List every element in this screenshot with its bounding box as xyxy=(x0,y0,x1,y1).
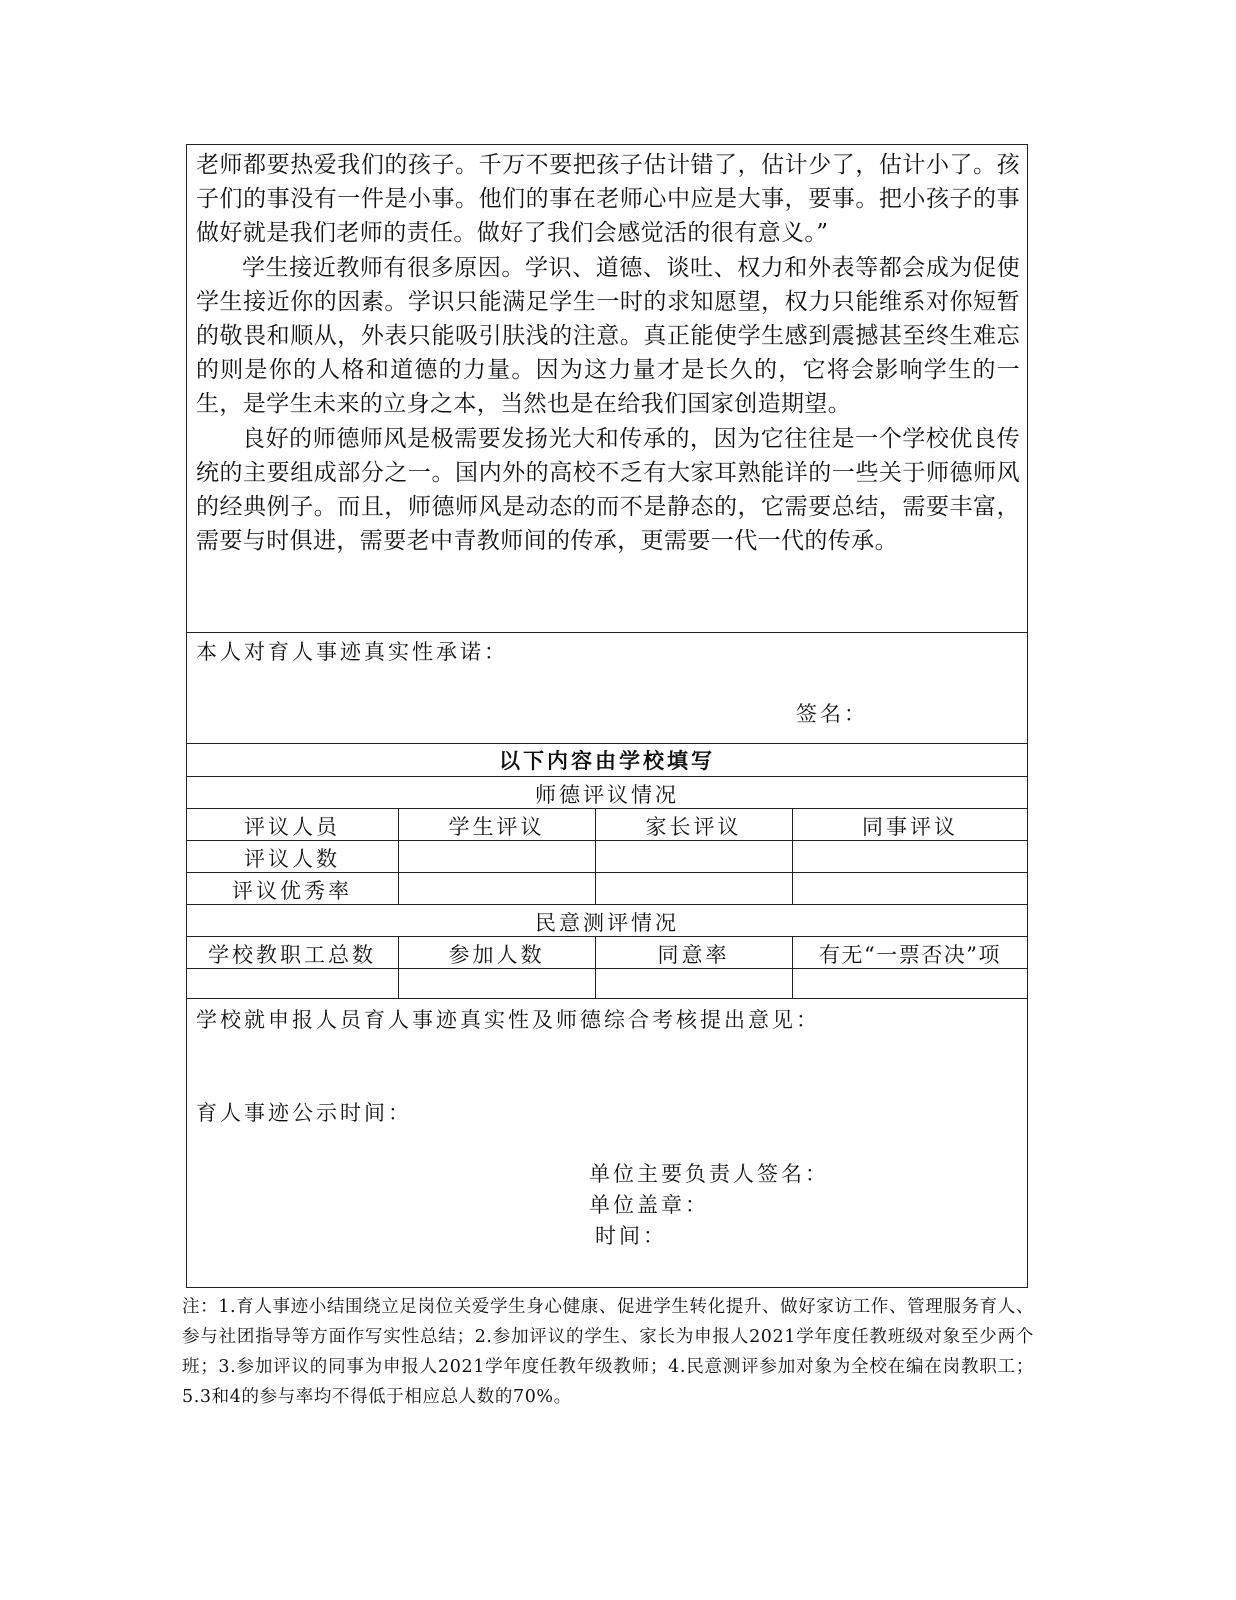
divider-school-opinion xyxy=(186,998,1028,999)
commitment-label: 本人对育人事迹真实性承诺： xyxy=(196,640,508,664)
divider-commitment xyxy=(186,632,1028,633)
divider-school-header xyxy=(186,743,1028,744)
ethics-row-label-rate: 评议优秀率 xyxy=(232,879,352,903)
opinion-col-header-approval-rate: 同意率 xyxy=(657,943,730,967)
public-opinion-title: 民意测评情况 xyxy=(535,911,679,935)
narrative-section xyxy=(196,148,1020,558)
ethics-col-header-reviewer: 评议人员 xyxy=(244,815,340,839)
ethics-review-title: 师德评议情况 xyxy=(535,783,679,807)
school-opinion-label: 学校就申报人员育人事迹真实性及师德综合考核提出意见： xyxy=(196,1008,820,1032)
publicity-time-label: 育人事迹公示时间： xyxy=(196,1101,412,1125)
leader-signature-label: 单位主要负责人签名： xyxy=(589,1162,829,1186)
divider-ethics-title xyxy=(186,776,1028,777)
footnote: 注：1.育人事迹小结围绕立足岗位关爱学生身心健康、促进学生转化提升、做好家访工作、管理服务育人、参与社团指导等方面作写实性总结；2.参加评议的学生、家长为申报人2021学年度任教班级对象至少两个班；3.参加评议的同事为申报人2021学年度任教年级教师；4.民意测评参加对象为全校在编在岗教职工；5.3和4的参与率均不得低于相应总人数的70%。 xyxy=(182,1297,1034,1407)
signature-label: 签名： xyxy=(796,702,868,726)
ethics-col-header-colleague: 同事评议 xyxy=(862,815,958,839)
narrative-paragraph-2: 学生接近教师有很多原因。学识、道德、谈吐、权力和外表等都会成为促使学生接近你的因素。学识只能满足学生一时的求知愿望，权力只能维系对你短暂的敬畏和顺从，外表只能吸引肤浅的注意。真正能使学生感到震撼甚至终生难忘的则是你的人格和道德的力量。因为这力量才是长久的，它将会影响学生的一生，是学生未来的立身之本，当然也是在给我们国家创造期望。 xyxy=(196,254,1020,418)
ethics-col-header-parent: 家长评议 xyxy=(645,815,742,839)
unit-seal-label: 单位盖章： xyxy=(589,1193,709,1217)
opinion-col-header-total-staff: 学校教职工总数 xyxy=(208,943,376,967)
school-section-header: 以下内容由学校填写 xyxy=(499,748,715,773)
ethics-col-header-student: 学生评议 xyxy=(448,815,545,839)
ethics-row-label-count: 评议人数 xyxy=(244,847,340,871)
date-label: 时间： xyxy=(595,1224,667,1248)
narrative-paragraph-1: 老师都要热爱我们的孩子。千万不要把孩子估计错了，估计少了，估计小了。孩子们的事没有一件是小事。他们的事在老师心中应是大事，要事。把小孩子的事做好就是我们老师的责任。做好了我们会感觉活的很有意义。” xyxy=(196,152,1020,247)
opinion-col-header-veto: 有无“一票否决”项 xyxy=(819,943,1001,967)
opinion-col-header-participants: 参加人数 xyxy=(448,943,545,967)
narrative-paragraph-3: 良好的师德师风是极需要发扬光大和传承的，因为它往往是一个学校优良传统的主要组成部分之一。国内外的高校不乏有大家耳熟能详的一些关于师德师风的经典例子。而且，师德师风是动态的而不是静态的，它需要总结，需要丰富，需要与时俱进，需要老中青教师间的传承，更需要一代一代的传承。 xyxy=(196,425,1020,555)
